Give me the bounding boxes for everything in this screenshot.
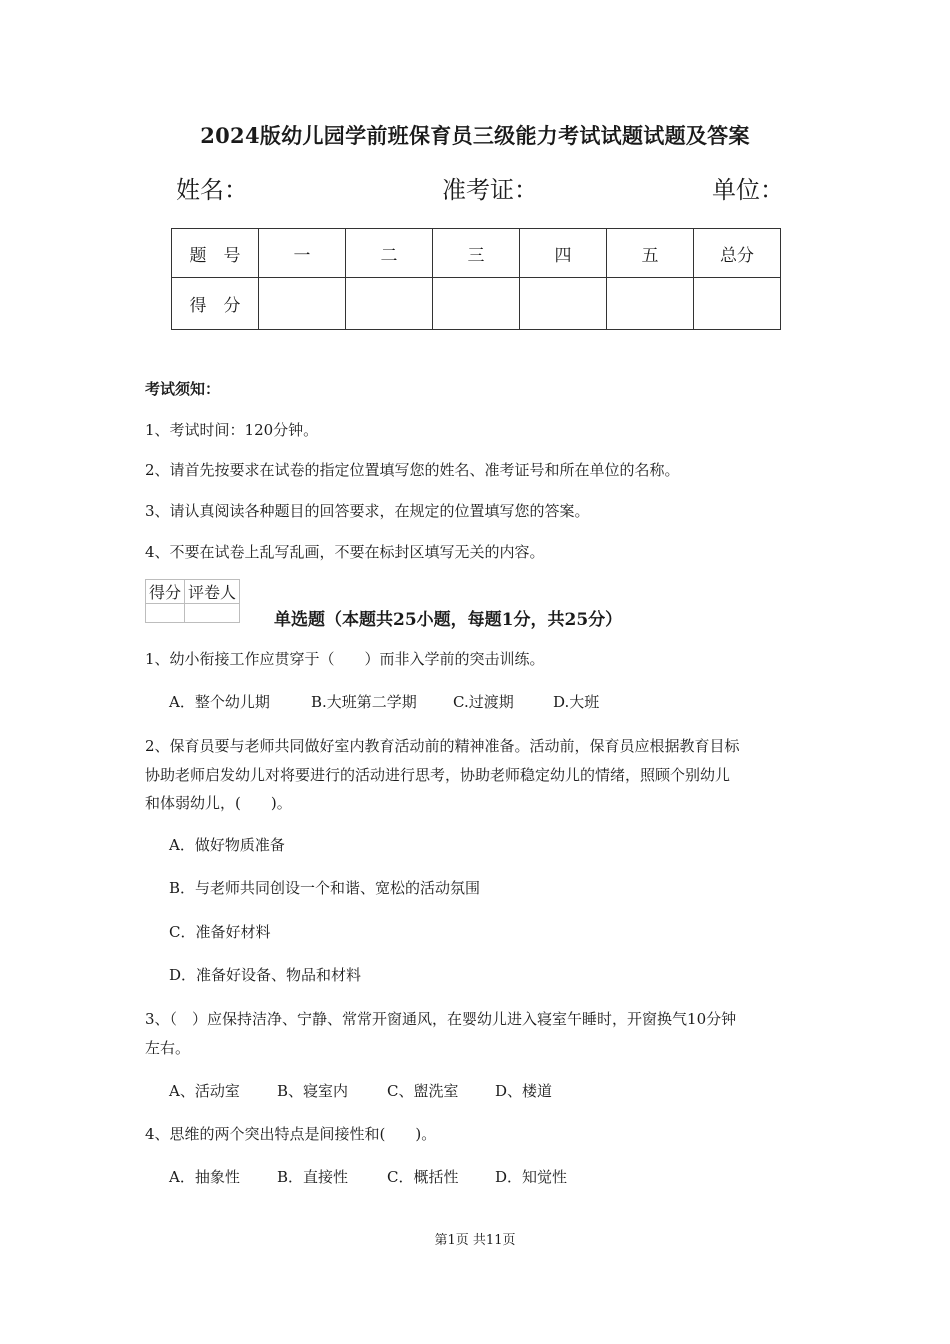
question-options	[169, 691, 599, 712]
score-cell[interactable]	[259, 278, 346, 330]
option-d[interactable]: D.大班	[553, 693, 600, 711]
question-text: 2、保育员要与老师共同做好室内教育活动前的精神准备。活动前，保育员应根据教育目标	[145, 737, 740, 755]
score-table-header-cell: 一	[259, 229, 346, 278]
option-a[interactable]: A．抽象性	[169, 1168, 240, 1186]
question-text: 4、思维的两个突出特点是间接性和( )。	[145, 1125, 437, 1143]
page-title: 2024版幼儿园学前班保育员三级能力考试试题试题及答案	[200, 123, 750, 148]
notice-heading: 考试须知：	[145, 380, 221, 398]
score-cell[interactable]	[694, 278, 781, 330]
score-table-header-row	[172, 229, 781, 278]
score-table-header-cell: 三	[433, 229, 520, 278]
option-a[interactable]: A、活动室	[169, 1082, 240, 1100]
notice-item: 3、请认真阅读各种题目的回答要求，在规定的位置填写您的答案。	[145, 502, 590, 520]
notice-item: 1、考试时间：120分钟。	[145, 421, 319, 439]
question-text: 协助老师启发幼儿对将要进行的活动进行思考，协助老师稳定幼儿的情绪，照顾个别幼儿	[145, 766, 731, 784]
score-table-header-cell: 五	[607, 229, 694, 278]
score-table-header-cell: 总分	[694, 229, 781, 278]
score-cell[interactable]	[433, 278, 520, 330]
exam-number-field-label: 准考证：	[442, 176, 538, 204]
notice-item: 4、不要在试卷上乱写乱画，不要在标封区填写无关的内容。	[145, 543, 545, 561]
question-text: 3、（ ）应保持洁净、宁静、常常开窗通风，在婴幼儿进入寝室午睡时，开窗换气10分钟	[145, 1010, 737, 1028]
score-table-header-cell: 四	[520, 229, 607, 278]
page-footer: 第1页 共11页	[434, 1233, 516, 1248]
option-b[interactable]: B．直接性	[277, 1168, 349, 1186]
option-c[interactable]: C．概括性	[387, 1168, 459, 1186]
option-c[interactable]: C、盥洗室	[387, 1082, 459, 1100]
score-table	[171, 228, 781, 330]
score-cell[interactable]	[346, 278, 433, 330]
score-table-header-cell: 题 号	[172, 229, 259, 278]
option-d[interactable]: D、楼道	[495, 1082, 553, 1100]
question-text: 左右。	[145, 1039, 191, 1057]
grader-score-cell[interactable]	[146, 604, 185, 623]
option-d[interactable]: D．知觉性	[495, 1168, 568, 1186]
grader-score-label: 得分	[146, 580, 185, 604]
grader-box	[145, 579, 240, 623]
score-table-header-cell: 二	[346, 229, 433, 278]
option-a[interactable]: A．整个幼儿期	[169, 693, 270, 711]
question-options	[169, 1166, 567, 1187]
option-d[interactable]: D．准备好设备、物品和材料	[169, 966, 362, 984]
score-table-row-label: 得 分	[172, 278, 259, 330]
option-a[interactable]: A．做好物质准备	[169, 836, 285, 854]
section-heading: 单选题（本题共25小题，每题1分，共25分）	[274, 610, 623, 630]
question-text: 和体弱幼儿，( )。	[145, 794, 292, 812]
option-b[interactable]: B.大班第二学期	[311, 693, 417, 711]
score-cell[interactable]	[520, 278, 607, 330]
question-options	[169, 1080, 552, 1101]
option-c[interactable]: C．准备好材料	[169, 923, 271, 941]
notice-item: 2、请首先按要求在试卷的指定位置填写您的姓名、准考证号和所在单位的名称。	[145, 461, 680, 479]
question-text: 1、幼小衔接工作应贯穿于（ ）而非入学前的突击训练。	[145, 650, 545, 668]
grader-name-label: 评卷人	[185, 580, 240, 604]
score-cell[interactable]	[607, 278, 694, 330]
option-c[interactable]: C.过渡期	[453, 693, 514, 711]
grader-name-cell[interactable]	[185, 604, 240, 623]
option-b[interactable]: B、寝室内	[277, 1082, 349, 1100]
option-b[interactable]: B．与老师共同创设一个和谐、宽松的活动氛围	[169, 879, 481, 897]
name-field-label: 姓名：	[176, 176, 248, 204]
score-table-score-row	[172, 278, 781, 330]
unit-field-label: 单位：	[712, 176, 784, 204]
